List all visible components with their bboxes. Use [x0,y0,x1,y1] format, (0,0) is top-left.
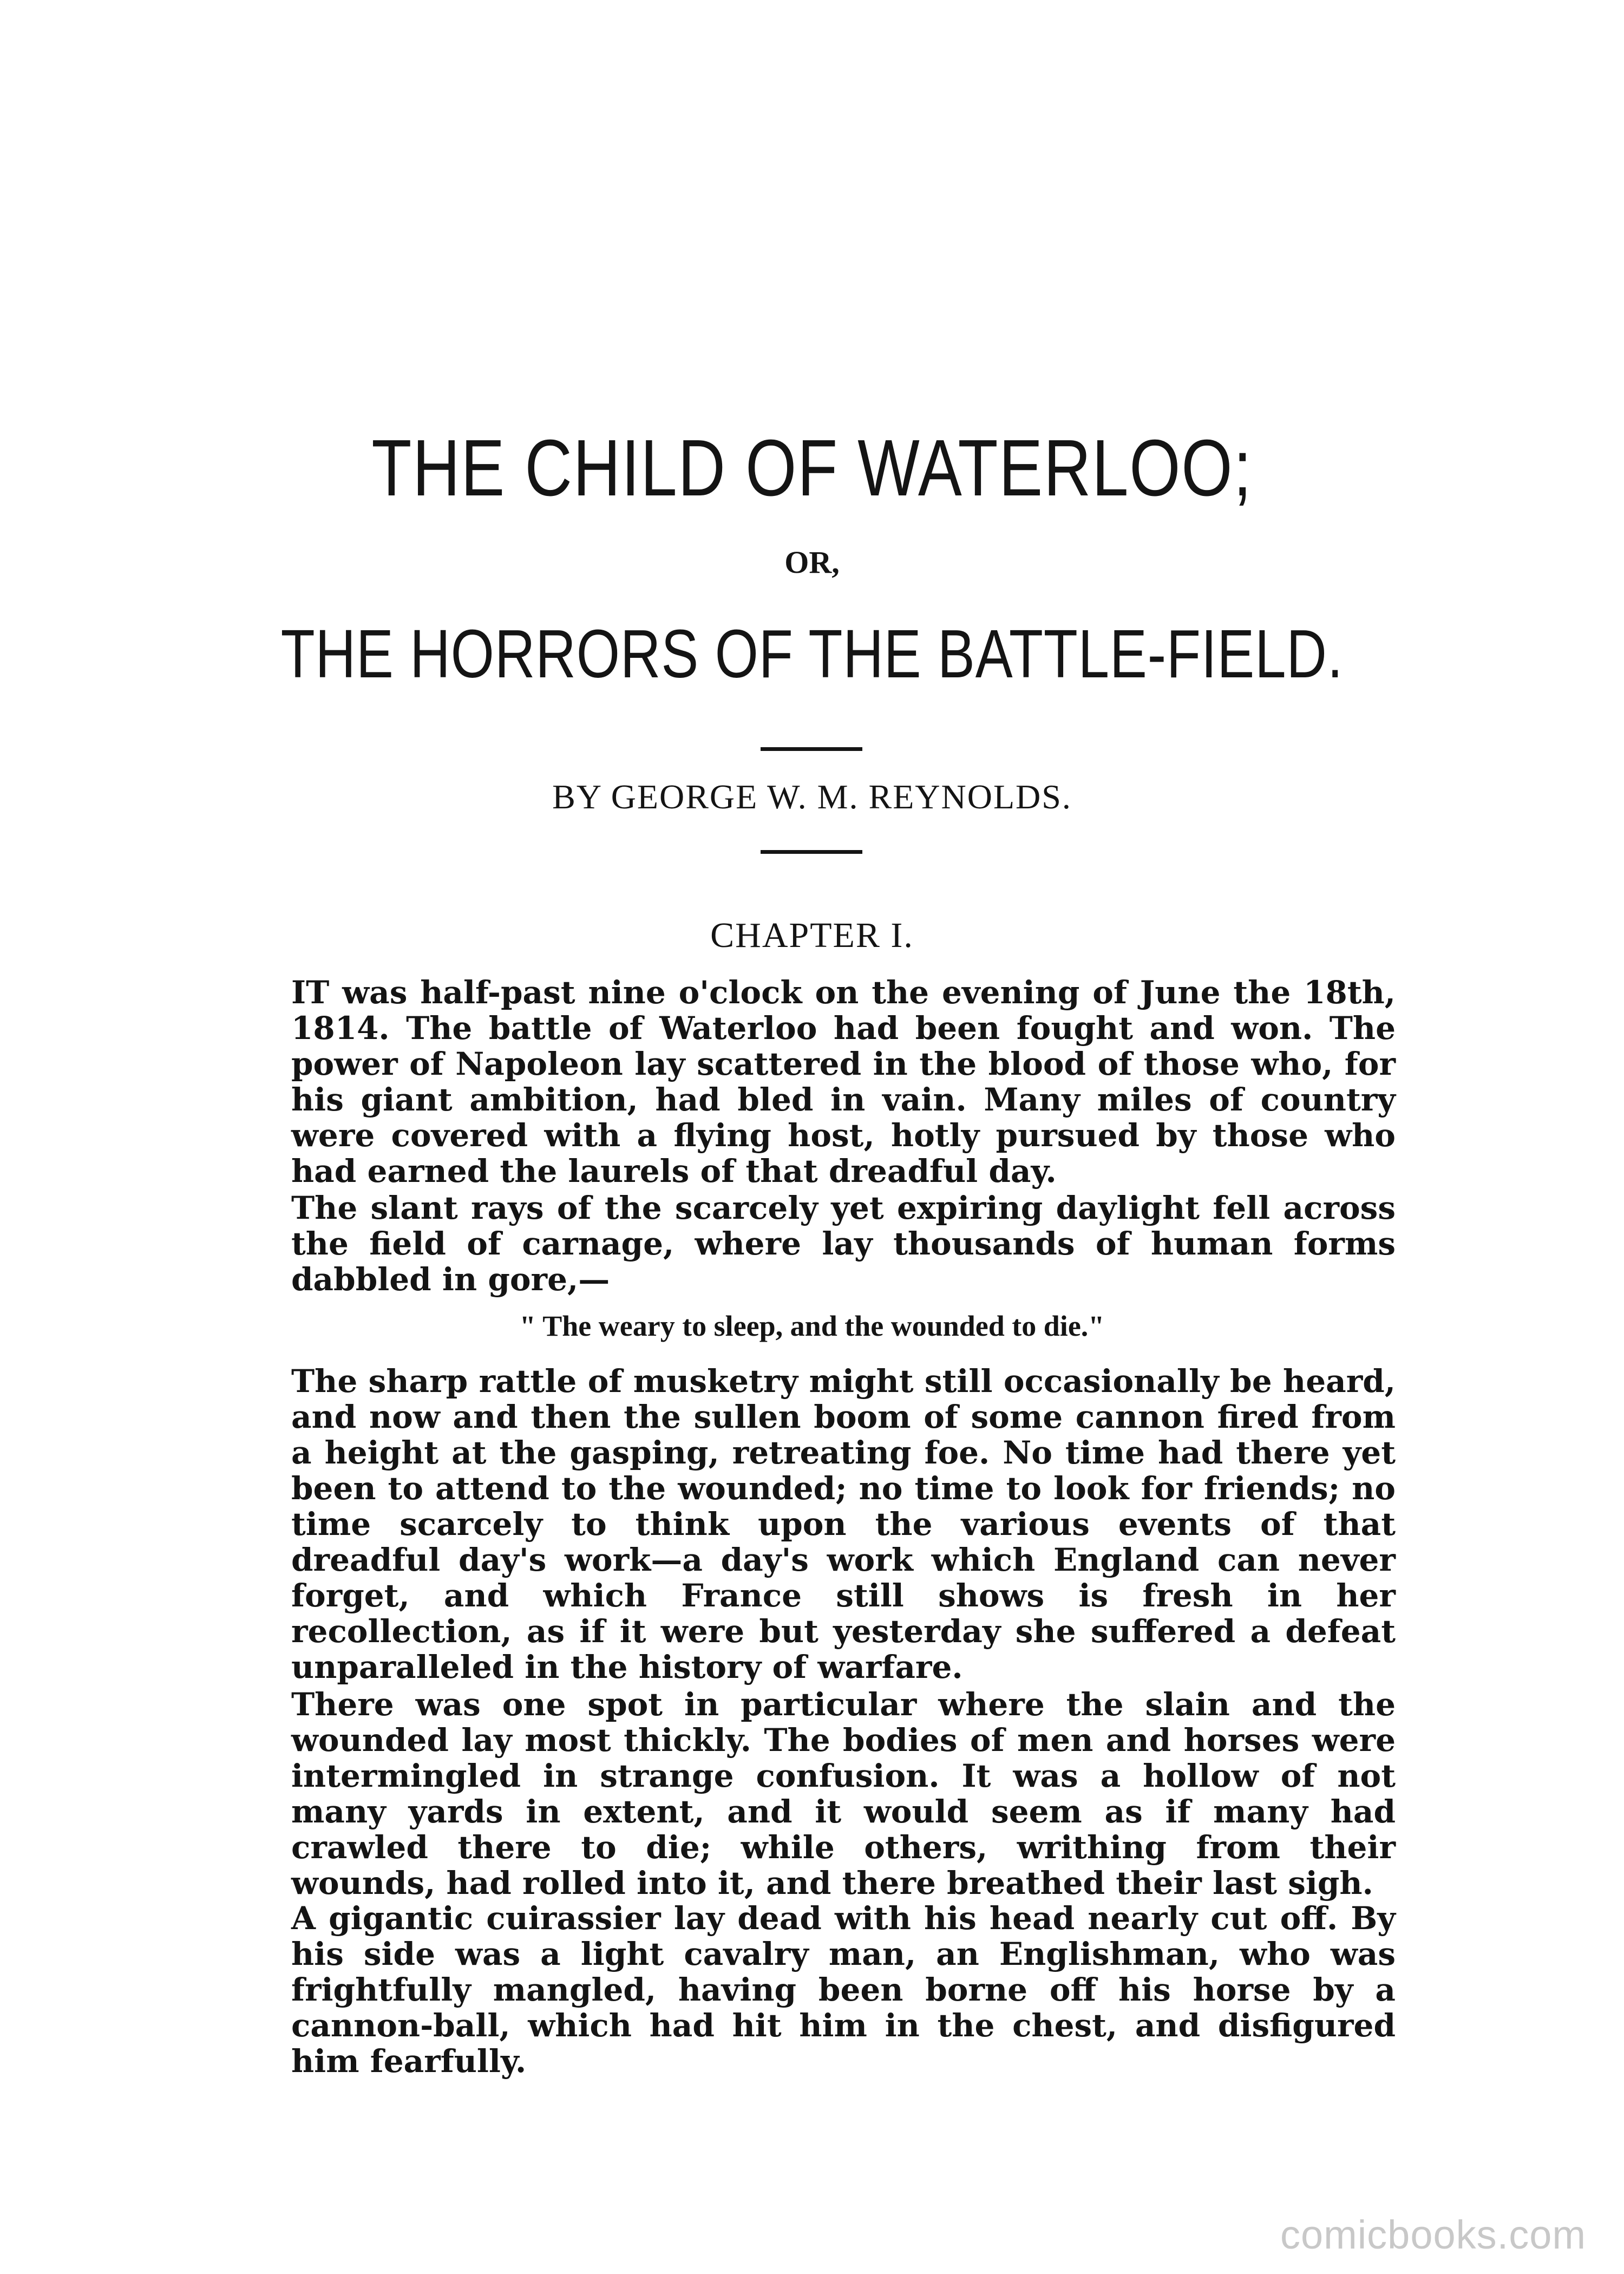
author-byline: BY GEORGE W. M. REYNOLDS. [552,777,1072,816]
paragraph-3-text: The sharp rattle of musketry might still occasionally be heard, and now and then the sullen boom of some cannon fired from a height at the gasping, retreating foe. No time had there yet been to attend to the wounded; no time to look for friends; no time scarcely to think upon the various events of that dreadful day's work—a day's work which England can never forget, and which France still shows is fresh in her recollection, as if it were but yesterday she suffered a defeat unparalleled in the history of warfare. [291,1363,1396,1685]
paragraph-2-text: The slant rays of the scarcely yet expiring daylight fell across the field of carnage, where lay thousands of human forms dabbled in gore,— [291,1190,1396,1298]
book-title: THE CHILD OF WATERLOO; [371,423,1253,513]
divider-rule-bottom [761,850,862,854]
paragraph-4 [291,1687,1396,1901]
paragraph-1-text: was half-past nine o'clock on the evening of June the 18th, 1814. The battle of Waterloo had been fought and won. The power of Napoleon lay scattered in the blood of those who, for his giant ambition, had bled in vain. Many miles of country were covered with a flying host, hotly pursued by those who had earned the laurels of that dreadful day. [291,974,1396,1190]
paragraph-2 [291,1190,1396,1297]
paragraph-5-text: A gigantic cuirassier lay dead with his head nearly cut off. By his side was a light cavalry man, an Englishman, who was frightfully mangled, having been borne off his horse by a cannon-ball, which had hit him in the chest, and disfigured him fearfully. [291,1900,1396,2080]
book-subtitle: THE HORRORS OF THE BATTLE-FIELD. [280,616,1344,692]
paragraph-5 [291,1900,1396,2079]
verse-quote: " The weary to sleep, and the wounded to die." [519,1310,1105,1342]
paragraph-4-text: There was one spot in particular where the slain and the wounded lay most thickly. The bodies of men and horses were intermingled in strange confusion. It was a hollow of not many yards in extent, and it would seem as if many had crawled there to die; while others, writhing from their wounds, had rolled into it, and there breathed their last sigh. [291,1686,1396,1901]
paragraph-3 [291,1363,1396,1685]
title-connector: OR, [784,545,840,580]
chapter-heading: CHAPTER I. [710,916,914,955]
paragraph-1 [291,975,1396,1189]
divider-rule-top [761,747,862,751]
site-watermark: comicbooks.com [1280,2212,1586,2257]
paragraph-1-lead: IT [291,974,330,1011]
